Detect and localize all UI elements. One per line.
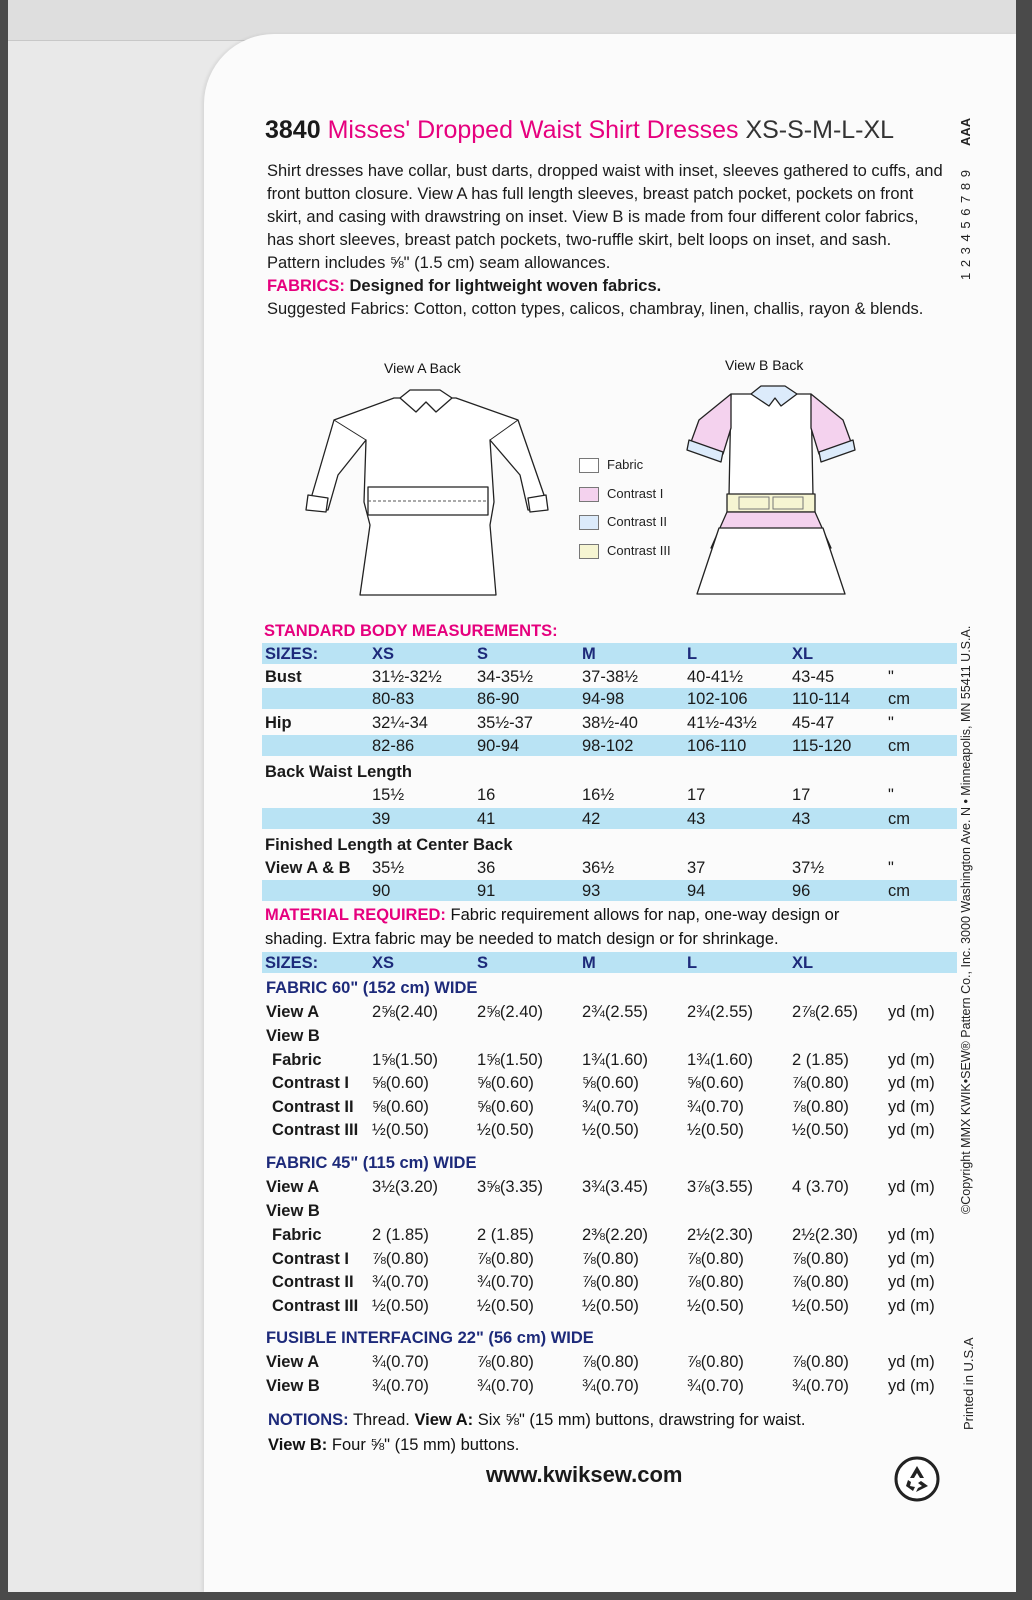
bust-label: Bust [265,668,302,686]
legend-swatch [579,458,599,473]
yardage-value: ⅞(0.80) [687,1250,744,1268]
legend-swatch [579,487,599,502]
measurement-value: 80-83 [372,690,415,708]
notions-view-b-text: Four ⅝" (15 mm) buttons. [331,1436,520,1454]
measurement-value: 86-90 [477,690,520,708]
yardage-value: ½(0.50) [477,1121,534,1139]
sizes-band [262,952,957,973]
pattern-title: Misses' Dropped Waist Shirt Dresses [327,116,739,144]
measurement-value: 37 [687,859,706,877]
legend-label: Contrast I [607,485,664,501]
yardage-value: ¾(0.70) [372,1273,429,1291]
row-label: Contrast III [272,1121,359,1139]
yardage-value: 2 (1.85) [792,1051,849,1069]
sizes-band [262,643,957,664]
measurement-value: 41½-43½ [687,714,757,732]
yardage-value: ¾(0.70) [687,1098,744,1116]
suggested-fabrics: Suggested Fabrics: Cotton, cotton types, calicos, chambray, linen, challis, rayon & blends. [267,300,924,318]
yardage-value: ⅞(0.80) [792,1250,849,1268]
unit-label: yd (m) [888,1074,935,1092]
yardage-value: ½(0.50) [687,1297,744,1315]
yardage-value: ⅞(0.80) [792,1074,849,1092]
section-heading: FABRIC 45" (115 cm) WIDE [266,1154,477,1172]
measurement-value: 82-86 [372,737,415,755]
yardage-value: ⅞(0.80) [687,1353,744,1371]
measurement-value: 98-102 [582,737,634,755]
size-header: S [477,645,489,663]
notions-line-1 [268,1411,805,1430]
pattern-sizes: XS-S-M-L-XL [745,116,895,144]
section-heading: FABRIC 60" (152 cm) WIDE [266,979,478,997]
unit-label: cm [888,882,910,900]
notions-view-a-text: Six ⅝" (15 mm) buttons, drawstring for waist. [477,1411,806,1429]
measurement-value: 17 [687,786,706,804]
notions-label: NOTIONS: [268,1411,349,1429]
sizes-label: SIZES: [265,645,319,663]
measurement-value: 110-114 [792,690,851,708]
yardage-value: 2 (1.85) [477,1226,534,1244]
yardage-value: 3½(3.20) [372,1178,439,1196]
size-header: XS [372,954,395,972]
size-header: L [687,954,698,972]
fabrics-label: FABRICS: [267,277,345,295]
yardage-value: ⅞(0.80) [792,1273,849,1291]
yardage-value: ¾(0.70) [792,1377,849,1395]
yardage-value: ⅞(0.80) [792,1098,849,1116]
view-b-label: View B [266,1202,320,1220]
measurement-value: 32¼-34 [372,714,428,732]
measurement-value: 102-106 [687,690,748,708]
yardage-value: ⅝(0.60) [477,1074,534,1092]
size-header: M [582,645,596,663]
yardage-value: ½(0.50) [477,1297,534,1315]
yardage-value: 1¾(1.60) [582,1051,649,1069]
unit-label: yd (m) [888,1098,935,1116]
measurement-value: 43-45 [792,668,835,686]
row-label: View B [266,1377,320,1395]
measurement-value: 90 [372,882,391,900]
notions-view-a-label: View A: [414,1411,474,1429]
yardage-value: ⅞(0.80) [477,1250,534,1268]
measurement-value: 41 [477,810,496,828]
legend-swatch [579,515,599,530]
unit-label: yd (m) [888,1377,935,1395]
yardage-value: ½(0.50) [582,1297,639,1315]
description-block [267,160,947,321]
row-label: View A [266,1003,320,1021]
row-label: Contrast III [272,1297,359,1315]
measurement-value: 31½-32½ [372,668,442,686]
measurement-value: 35½-37 [477,714,533,732]
yardage-value: 3¾(3.45) [582,1178,649,1196]
hip-label: Hip [265,714,292,732]
website-url: www.kwiksew.com [486,1462,683,1487]
size-header: XS [372,645,395,663]
material-note-1: Fabric requirement allows for nap, one-way design or [450,906,840,924]
measurement-value: 94-98 [582,690,625,708]
size-header: L [687,645,698,663]
unit-label: " [888,786,894,804]
measurement-value: 43 [792,810,811,828]
yardage-value: ⅞(0.80) [372,1250,429,1268]
legend-swatch [579,544,599,559]
yardage-value: ½(0.50) [372,1121,429,1139]
printing-numbers: 1 2 3 4 5 6 7 8 9 [958,169,973,280]
yardage-value: 3⅝(3.35) [477,1178,544,1196]
row-label: View A [266,1353,320,1371]
view-b-label: View B [266,1027,320,1045]
unit-label: yd (m) [888,1273,935,1291]
measurement-value: 37-38½ [582,668,638,686]
yardage-value: ¾(0.70) [582,1098,639,1116]
yardage-value: ⅞(0.80) [582,1250,639,1268]
row-label: Contrast II [272,1273,354,1291]
yardage-value: ⅞(0.80) [582,1273,639,1291]
yardage-value: ½(0.50) [372,1297,429,1315]
yardage-value: ⅝(0.60) [477,1098,534,1116]
yardage-value: ⅝(0.60) [582,1074,639,1092]
yardage-value: 2½(2.30) [687,1226,754,1244]
view-a-label: View A Back [384,360,461,376]
unit-label: yd (m) [888,1250,935,1268]
yardage-value: 2 (1.85) [372,1226,429,1244]
size-code: AAA [958,117,973,146]
yardage-value: 1¾(1.60) [687,1051,754,1069]
yardage-value: 2¾(2.55) [687,1003,754,1021]
yardage-value: ¾(0.70) [477,1273,534,1291]
unit-label: yd (m) [888,1003,935,1021]
unit-label: yd (m) [888,1297,935,1315]
yardage-value: ⅝(0.60) [687,1074,744,1092]
measurement-value: 40-41½ [687,668,743,686]
measurement-value: 15½ [372,786,405,804]
pattern-number: 3840 [265,116,321,144]
unit-label: yd (m) [888,1226,935,1244]
notions-line-2 [268,1436,519,1455]
yardage-value: 1⅝(1.50) [372,1051,439,1069]
view-b-label: View B Back [725,357,804,373]
size-header: XL [792,645,814,663]
row-label: Fabric [272,1226,322,1244]
recycle-icon [894,1456,940,1502]
material-note-2: shading. Extra fabric may be needed to match design or for shrinkage. [265,930,779,948]
yardage-value: ⅝(0.60) [372,1074,429,1092]
yardage-value: 2⅝(2.40) [372,1003,439,1021]
yardage-value: ¾(0.70) [372,1353,429,1371]
unit-label: cm [888,690,910,708]
yardage-value: ¾(0.70) [477,1377,534,1395]
sizes-label: SIZES: [265,954,319,972]
notions-thread: Thread. [352,1411,410,1429]
page-title [265,116,894,145]
row-label: View A [266,1178,320,1196]
measurement-value: 94 [687,882,706,900]
yardage-value: ⅞(0.80) [687,1273,744,1291]
yardage-value: ⅝(0.60) [372,1098,429,1116]
material-required-line [265,906,839,925]
yardage-value: 2⅜(2.20) [582,1226,649,1244]
view-a-back-illustration [290,380,560,605]
row-label: Fabric [272,1051,322,1069]
section-heading: FUSIBLE INTERFACING 22" (56 cm) WIDE [266,1329,594,1347]
unit-label: " [888,668,894,686]
finished-length-label: Finished Length at Center Back [265,836,513,854]
size-header: S [477,954,489,972]
row-label: Contrast I [272,1074,350,1092]
yardage-value: 3⅞(3.55) [687,1178,754,1196]
legend-label: Fabric [607,457,644,472]
yardage-value: ½(0.50) [792,1297,849,1315]
body-measurements-heading: STANDARD BODY MEASUREMENTS: [264,622,558,640]
row-band [262,880,957,901]
measurement-value: 45-47 [792,714,835,732]
unit-label: yd (m) [888,1121,935,1139]
measurement-value: 35½ [372,859,405,877]
legend-label: Contrast III [607,542,671,558]
fabrics-text: Designed for lightweight woven fabrics. [349,277,662,295]
unit-label: yd (m) [888,1353,935,1371]
unit-label: " [888,859,894,877]
yardage-value: ¾(0.70) [372,1377,429,1395]
yardage-value: 4 (3.70) [792,1178,849,1196]
yardage-value: ½(0.50) [687,1121,744,1139]
unit-label: " [888,714,894,732]
measurement-value: 17 [792,786,811,804]
measurement-value: 42 [582,810,601,828]
yardage-value: ⅞(0.80) [582,1353,639,1371]
yardage-value: ½(0.50) [792,1121,849,1139]
yardage-value: ¾(0.70) [687,1377,744,1395]
yardage-value: 2½(2.30) [792,1226,859,1244]
size-header: M [582,954,596,972]
measurement-value: 36½ [582,859,615,877]
measurement-value: 34-35½ [477,668,533,686]
measurement-value: 38½-40 [582,714,638,732]
measurement-value: 39 [372,810,391,828]
notions-view-b-label: View B: [268,1436,328,1454]
row-label: Contrast II [272,1098,354,1116]
unit-label: cm [888,810,910,828]
row-band [262,808,957,829]
yardage-value: ⅞(0.80) [477,1353,534,1371]
unit-label: yd (m) [888,1051,935,1069]
yardage-value: 2⅝(2.40) [477,1003,544,1021]
measurement-value: 96 [792,882,811,900]
measurement-value: 16 [477,786,496,804]
measurement-value: 36 [477,859,496,877]
unit-label: cm [888,737,910,755]
printed-in-usa: Printed in U.S.A [961,1337,976,1430]
measurement-value: 115-120 [792,737,852,755]
unit-label: yd (m) [888,1178,935,1196]
size-header: XL [792,954,814,972]
back-waist-label: Back Waist Length [265,763,412,781]
yardage-value: 2¾(2.55) [582,1003,649,1021]
measurement-value: 90-94 [477,737,520,755]
seam-allowance: Pattern includes ⅝" (1.5 cm) seam allowances. [267,254,611,272]
finished-view-label: View A & B [265,859,351,877]
measurement-value: 106-110 [687,737,747,755]
measurement-value: 93 [582,882,601,900]
yardage-value: 1⅝(1.50) [477,1051,544,1069]
legend-label: Contrast II [607,514,667,529]
measurement-value: 43 [687,810,706,828]
row-label: Contrast I [272,1250,350,1268]
material-heading: MATERIAL REQUIRED: [265,906,446,924]
yardage-value: ½(0.50) [582,1121,639,1139]
measurement-value: 37½ [792,859,825,877]
yardage-value: ⅞(0.80) [792,1353,849,1371]
measurement-value: 16½ [582,786,615,804]
yardage-value: 2⅞(2.65) [792,1003,859,1021]
view-b-back-illustration [685,378,860,603]
fabrics-line [267,275,947,298]
copyright-notice: ©Copyright MMX KWIK•SEW® Pattern Co., Inc. 3000 Washington Ave. N • Minneapolis, MN 55411 U.S.A. [959,625,973,1214]
description-text: Shirt dresses have collar, bust darts, dropped waist with inset, sleeves gathered to cuffs, and front button closure. View A has full length sleeves, breast patch pocket, pockets on front skirt, and casing with drawstring on inset. View B is made from four different color fabrics, has short sleeves, breast patch pockets, two-ruffle skirt, belt loops on inset, and sash. [267,162,943,249]
yardage-value: ¾(0.70) [582,1377,639,1395]
measurement-value: 91 [477,882,496,900]
